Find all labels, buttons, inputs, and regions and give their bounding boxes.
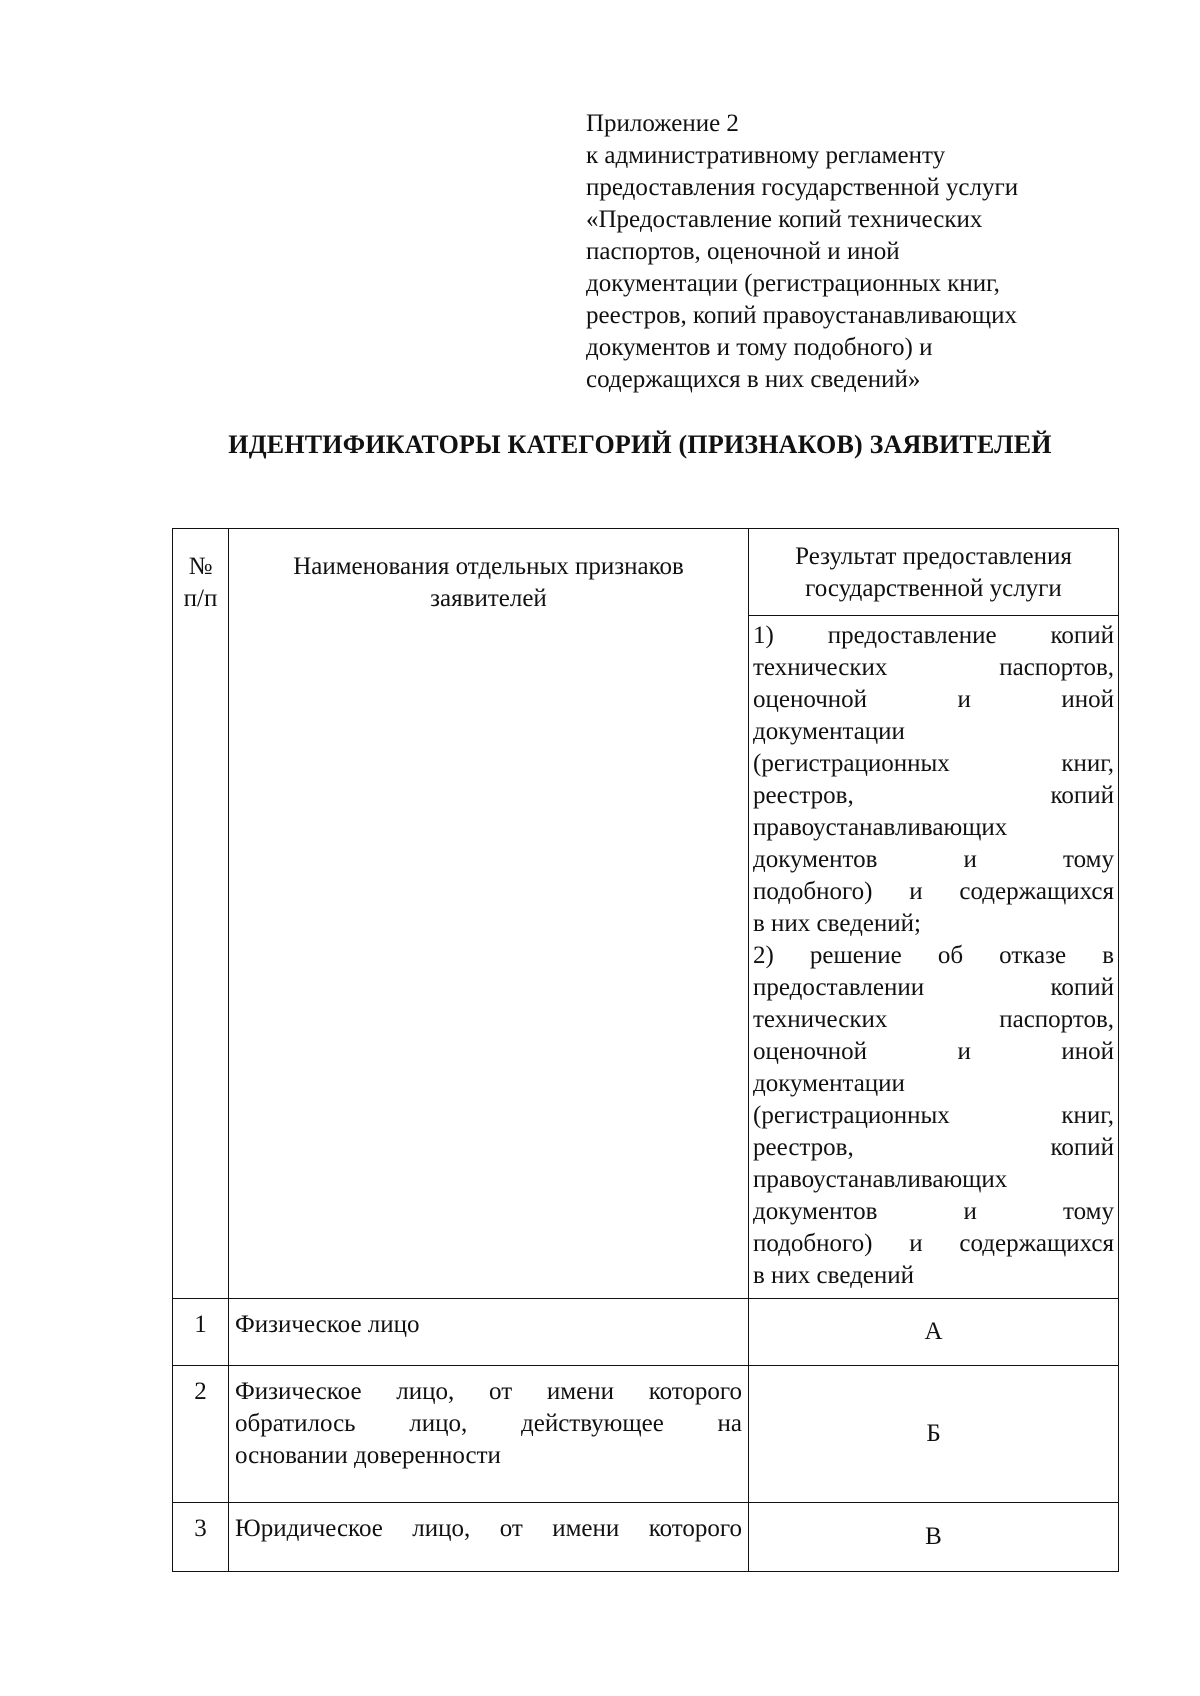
result-option-line: документации [753,718,905,745]
header-name-line: заявителей [430,585,547,612]
result-option-line: подобного) и содержащихся [753,1230,1114,1257]
result-option-line: предоставлении копий [753,974,1114,1001]
appendix-line: Приложение 2 [586,110,739,137]
header-name-line: Наименования отдельных признаков [293,553,684,580]
result-option-line: в них сведений; [753,910,921,937]
appendix-line: документации (регистрационных книг, [586,270,1000,297]
header-name-cell [229,529,749,1299]
table-row [173,1299,1119,1366]
result-option-line: документов и тому [753,1198,1114,1225]
header-number-symbol: № [188,553,213,580]
result-option-line: реестров, копий [753,1134,1114,1161]
header-result-line: государственной услуги [805,575,1062,602]
row-name-line: Физическое лицо [235,1311,420,1338]
result-option-line: 1) предоставление копий [753,622,1114,649]
row-applicant-name [229,1299,749,1366]
row-name-line: обратилось лицо, действующее на [235,1410,742,1437]
row-applicant-name [229,1366,749,1503]
appendix-line: «Предоставление копий технических [586,206,983,233]
row-identifier: В [749,1503,1119,1572]
result-option-line: оценочной и иной [753,686,1114,713]
row-number: 2 [173,1366,229,1503]
header-number-abbr: п/п [183,585,218,612]
result-option-line: (регистрационных книг, [753,750,1114,777]
result-option-line: документации [753,1070,905,1097]
result-option-line: правоустанавливающих [753,1166,1008,1193]
appendix-line: к административному регламенту [586,142,946,169]
table-row [173,1503,1119,1572]
result-option-line: подобного) и содержащихся [753,878,1114,905]
appendix-line: предоставления государственной услуги [586,174,1019,201]
row-number: 3 [173,1503,229,1572]
header-number-cell [173,529,229,1299]
result-option-line: документов и тому [753,846,1114,873]
appendix-line: паспортов, оценочной и иной [586,238,900,265]
result-option-line: 2) решение об отказе в [753,942,1114,969]
appendix-line: реестров, копий правоустанавливающих [586,302,1017,329]
appendix-heading [586,108,1126,396]
result-option-line: оценочной и иной [753,1038,1114,1065]
table-header-row [173,529,1119,616]
appendix-line: содержащихся в них сведений» [586,366,921,393]
header-result-line: Результат предоставления [795,543,1072,570]
row-name-line: Физическое лицо, от имени которого [235,1378,742,1405]
result-option-line: в них сведений [753,1262,915,1289]
row-name-line: основании доверенности [235,1442,501,1469]
row-number: 1 [173,1299,229,1366]
result-option-line: технических паспортов, [753,654,1114,681]
result-option-line: (регистрационных книг, [753,1102,1114,1129]
row-identifier: Б [749,1366,1119,1503]
result-option-line: технических паспортов, [753,1006,1114,1033]
applicant-categories-table [172,528,1119,1572]
row-identifier: А [749,1299,1119,1366]
result-options-cell [749,616,1119,1299]
appendix-line: документов и тому подобного) и [586,334,933,361]
row-applicant-name [229,1503,749,1572]
result-option-line: реестров, копий [753,782,1114,809]
result-option-line: правоустанавливающих [753,814,1008,841]
row-name-line: Юридическое лицо, от имени которого [235,1515,742,1542]
table-row [173,1366,1119,1503]
document-title: ИДЕНТИФИКАТОРЫ КАТЕГОРИЙ (ПРИЗНАКОВ) ЗАЯВИТЕЛЕЙ [228,430,1052,459]
header-result-cell [749,529,1119,616]
